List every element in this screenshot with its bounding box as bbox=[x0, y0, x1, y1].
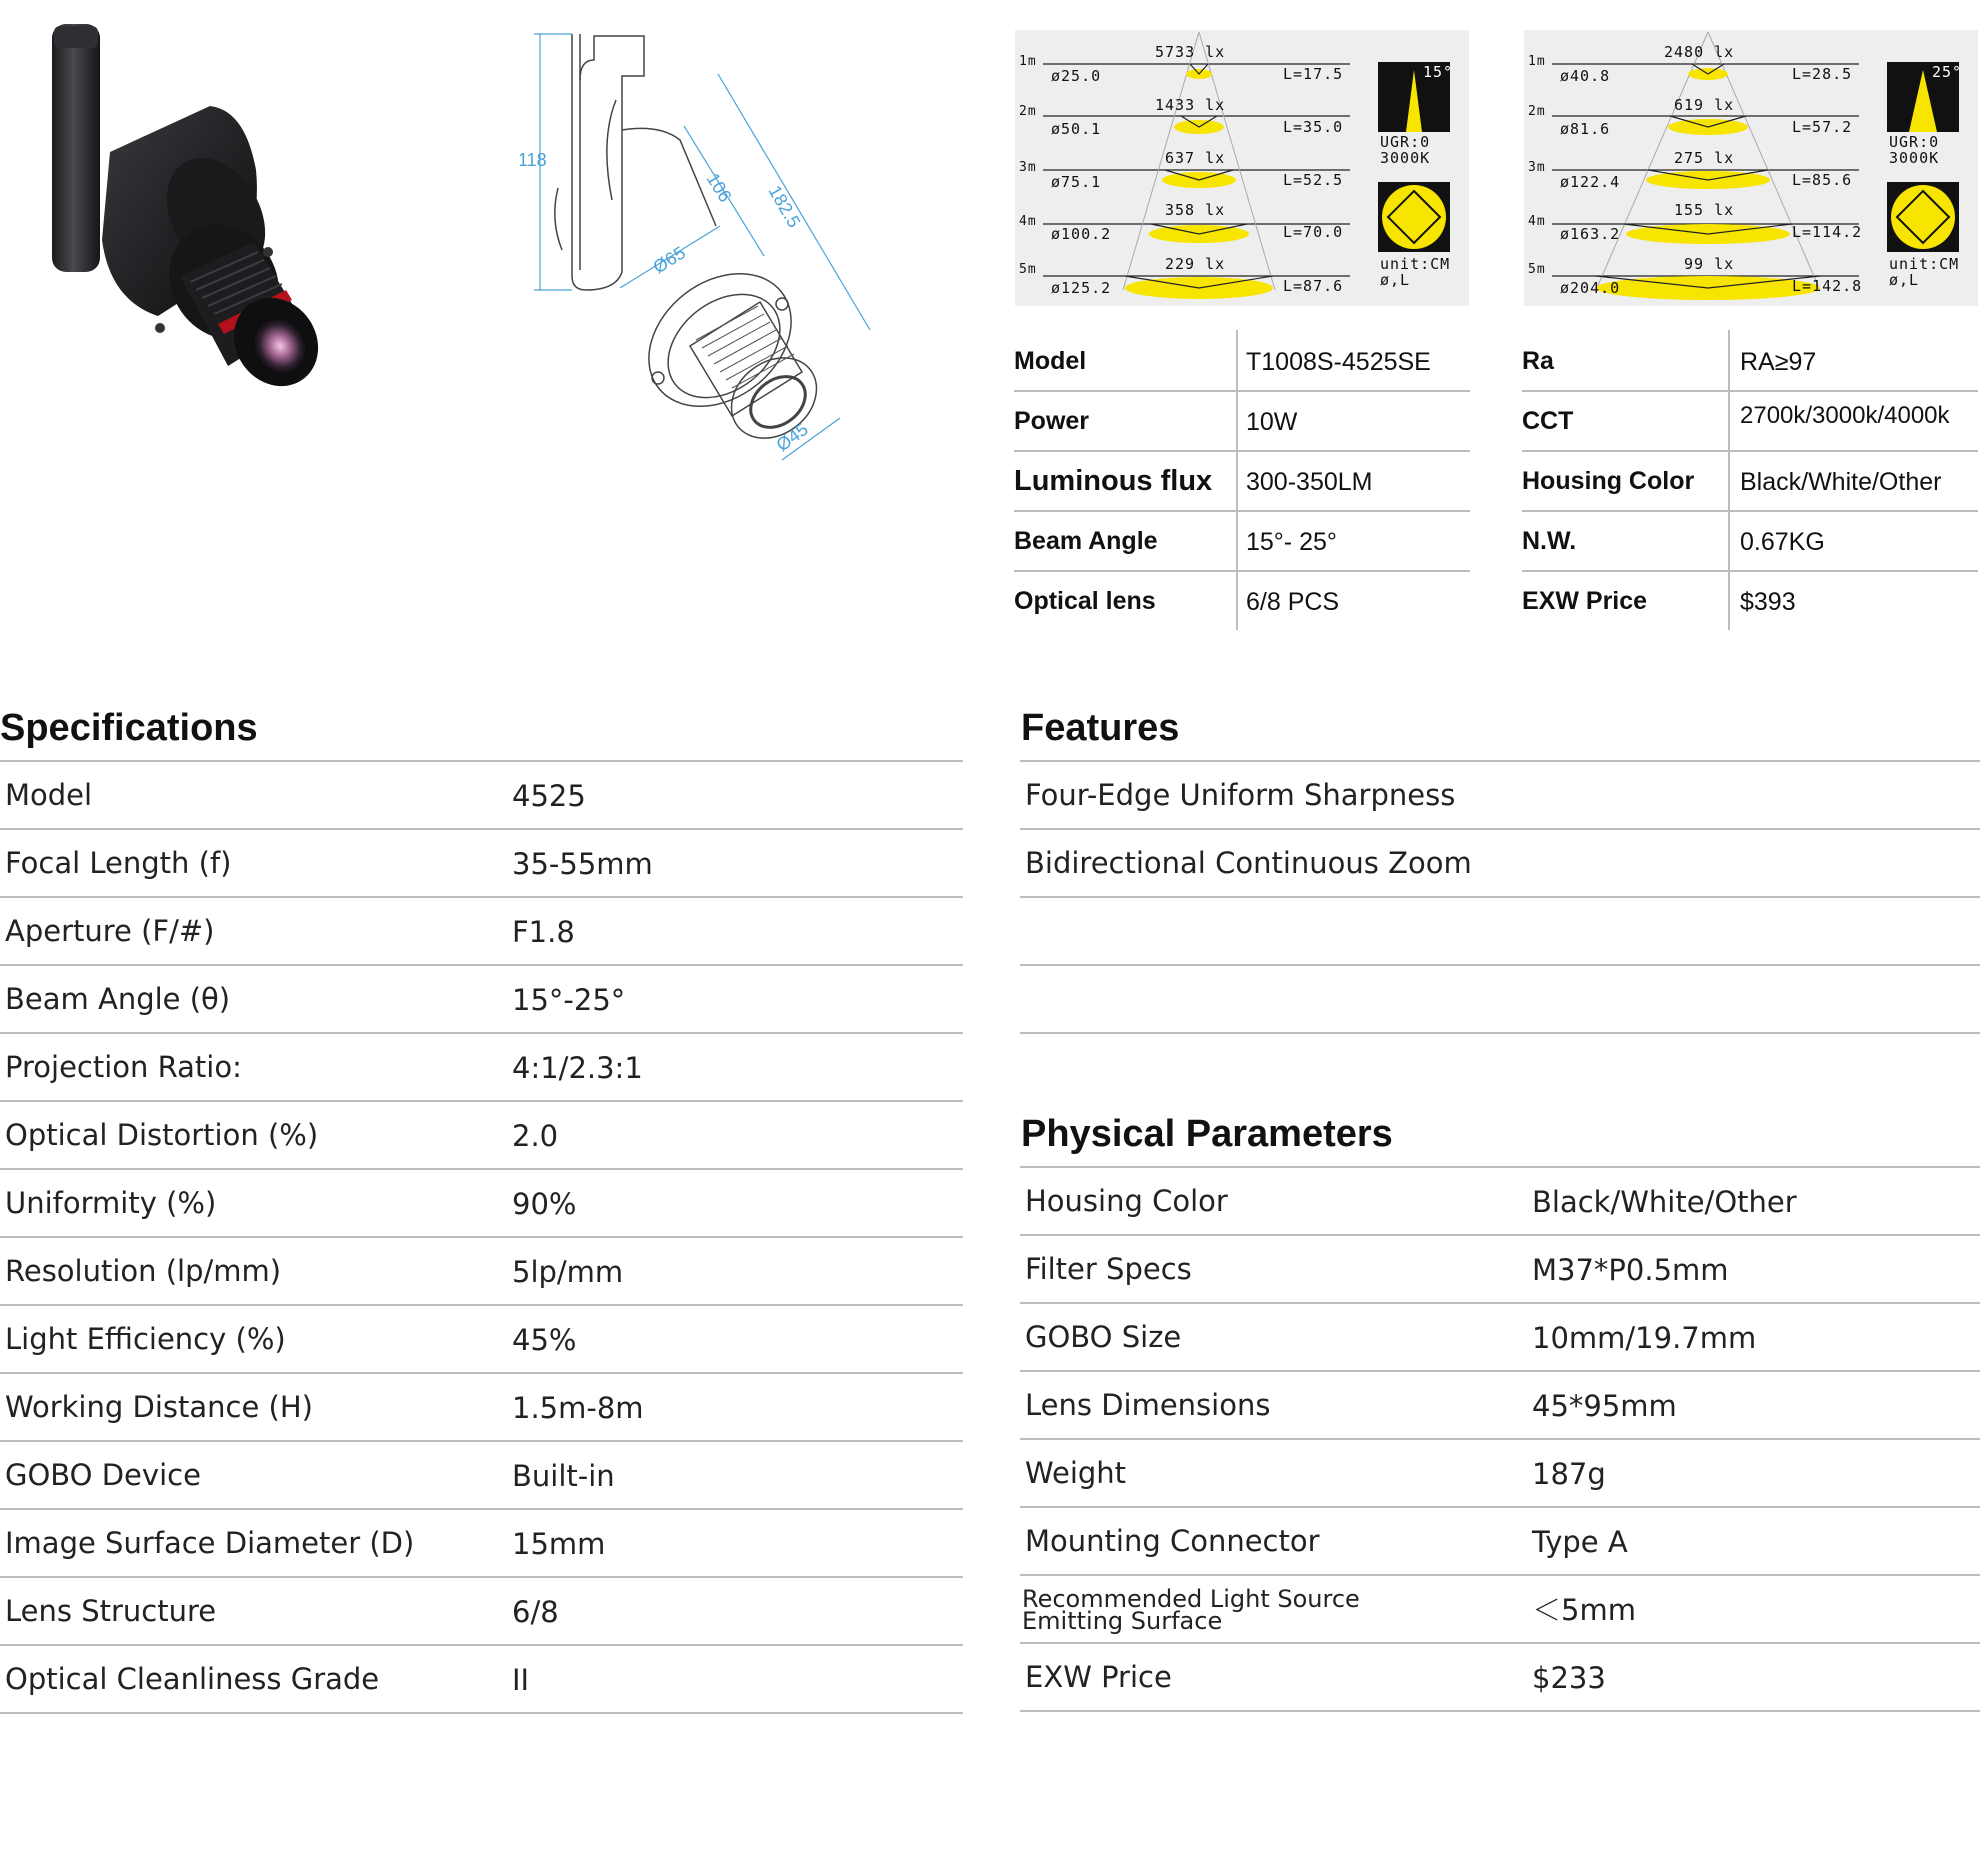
row-value: $393 bbox=[1740, 588, 1796, 616]
length-value: L=17.5 bbox=[1283, 65, 1344, 83]
lux-value: 275 lx bbox=[1674, 149, 1735, 167]
table-row bbox=[0, 1510, 963, 1578]
row-label-line: Recommended Light Source bbox=[1022, 1585, 1360, 1613]
row-label: Housing Color bbox=[1025, 1184, 1228, 1218]
row-value: 90% bbox=[512, 1187, 577, 1221]
row-label: Ra bbox=[1522, 347, 1554, 375]
dist-label: 3m bbox=[1019, 160, 1037, 175]
table-row bbox=[1522, 450, 1978, 512]
dist-label: 1m bbox=[1019, 54, 1037, 69]
dim-45: Ø45 bbox=[772, 419, 812, 456]
row-label: Weight bbox=[1025, 1456, 1127, 1490]
cct-label: 3000K bbox=[1380, 149, 1431, 167]
row-value: ＜5mm bbox=[1532, 1593, 1636, 1627]
beam-angle-label: 25° bbox=[1932, 63, 1963, 81]
diameter-value: ø25.0 bbox=[1051, 67, 1102, 85]
table-row bbox=[0, 966, 963, 1034]
row-label-line: Emitting Surface bbox=[1022, 1607, 1223, 1635]
row-value: Built-in bbox=[512, 1459, 615, 1493]
row-value: Type A bbox=[1532, 1525, 1628, 1559]
row-value: 6/8 bbox=[512, 1595, 559, 1629]
length-value: L=87.6 bbox=[1283, 277, 1344, 295]
row-label: Uniformity (%) bbox=[5, 1186, 217, 1220]
row-label: Model bbox=[1014, 347, 1087, 375]
list-item bbox=[1020, 762, 1980, 830]
table-row bbox=[1014, 390, 1470, 452]
table-row bbox=[1522, 390, 1978, 452]
row-label: Beam Angle (θ) bbox=[5, 982, 231, 1016]
table-row bbox=[1522, 570, 1978, 630]
dim-182: 182.5 bbox=[764, 182, 805, 232]
row-value: 35-55mm bbox=[512, 847, 653, 881]
lux-value: 619 lx bbox=[1674, 96, 1735, 114]
unit-symbols: ø,L bbox=[1380, 271, 1411, 289]
photometric-panel-25 bbox=[1524, 30, 1978, 306]
table-row bbox=[0, 1646, 963, 1714]
lux-value: 229 lx bbox=[1165, 255, 1226, 273]
length-value: L=70.0 bbox=[1283, 223, 1344, 241]
row-label: Resolution (lp/mm) bbox=[5, 1254, 282, 1288]
row-value: 45*95mm bbox=[1532, 1389, 1677, 1423]
length-value: L=142.8 bbox=[1792, 277, 1863, 295]
beam-angle-label: 15° bbox=[1423, 63, 1454, 81]
table-row bbox=[1014, 450, 1470, 512]
phi-symbol: ø bbox=[1435, 182, 1444, 197]
ugr-label: UGR:0 bbox=[1889, 133, 1940, 151]
product-photo bbox=[40, 20, 330, 430]
length-value: L=114.2 bbox=[1792, 223, 1863, 241]
lux-value: 155 lx bbox=[1674, 201, 1735, 219]
row-value: 300-350LM bbox=[1246, 468, 1373, 496]
length-value: L=28.5 bbox=[1792, 65, 1853, 83]
lux-value: 358 lx bbox=[1165, 201, 1226, 219]
row-value: $233 bbox=[1532, 1661, 1606, 1695]
table-row bbox=[0, 762, 963, 830]
unit-label: unit:CM bbox=[1380, 255, 1451, 273]
dist-label: 2m bbox=[1528, 104, 1546, 119]
photometric-panel-15 bbox=[1015, 30, 1469, 306]
table-row bbox=[0, 1170, 963, 1238]
length-value: L=52.5 bbox=[1283, 171, 1344, 189]
lux-value: 5733 lx bbox=[1155, 43, 1226, 61]
row-value: 2.0 bbox=[512, 1119, 559, 1153]
dim-65: Ø65 bbox=[649, 242, 689, 278]
diameter-value: ø75.1 bbox=[1051, 173, 1102, 191]
row-label: EXW Price bbox=[1025, 1660, 1172, 1694]
dist-label: 5m bbox=[1528, 262, 1546, 277]
phi-symbol: ø bbox=[1944, 182, 1953, 197]
diameter-value: ø81.6 bbox=[1560, 120, 1611, 138]
features-title: Features bbox=[1021, 707, 1180, 749]
feature-text: Four-Edge Uniform Sharpness bbox=[1025, 778, 1456, 812]
specifications-title: Specifications bbox=[0, 707, 258, 749]
table-row bbox=[1014, 330, 1470, 392]
length-value: L=35.0 bbox=[1283, 118, 1344, 136]
physical-title: Physical Parameters bbox=[1021, 1113, 1393, 1155]
list-item bbox=[1020, 830, 1980, 898]
lux-value: 99 lx bbox=[1684, 255, 1735, 273]
table-row bbox=[1020, 1644, 1980, 1712]
diameter-value: ø122.4 bbox=[1560, 173, 1621, 191]
row-label: Beam Angle bbox=[1014, 527, 1158, 555]
unit-symbols: ø,L bbox=[1889, 271, 1920, 289]
dim-118: 118 bbox=[520, 150, 547, 170]
row-label: N.W. bbox=[1522, 527, 1577, 555]
row-label: Luminous flux bbox=[1014, 465, 1213, 497]
dim-106: 106 bbox=[702, 169, 736, 206]
feature-text: Bidirectional Continuous Zoom bbox=[1025, 846, 1472, 880]
ugr-label: UGR:0 bbox=[1380, 133, 1431, 151]
table-row bbox=[0, 1238, 963, 1306]
list-item bbox=[1020, 966, 1980, 1034]
cct-label: 3000K bbox=[1889, 149, 1940, 167]
table-row bbox=[1020, 1168, 1980, 1236]
row-label: Focal Length (f) bbox=[5, 846, 232, 880]
row-value: 5lp/mm bbox=[512, 1255, 624, 1289]
dist-label: 4m bbox=[1528, 214, 1546, 229]
row-label: Optical lens bbox=[1014, 587, 1156, 615]
table-row bbox=[1014, 570, 1470, 630]
diameter-value: ø100.2 bbox=[1051, 225, 1112, 243]
row-value: 0.67KG bbox=[1740, 528, 1825, 556]
row-value: 4:1/2.3:1 bbox=[512, 1051, 643, 1085]
table-row bbox=[1020, 1236, 1980, 1304]
row-value: F1.8 bbox=[512, 915, 575, 949]
row-label: Power bbox=[1014, 407, 1090, 435]
length-value: L=85.6 bbox=[1792, 171, 1853, 189]
diameter-value: ø204.0 bbox=[1560, 279, 1621, 297]
row-label: GOBO Size bbox=[1025, 1320, 1182, 1354]
dist-label: 2m bbox=[1019, 104, 1037, 119]
row-value: M37*P0.5mm bbox=[1532, 1253, 1729, 1287]
table-row bbox=[0, 1442, 963, 1510]
diameter-value: ø163.2 bbox=[1560, 225, 1621, 243]
lux-value: 637 lx bbox=[1165, 149, 1226, 167]
length-value: L=57.2 bbox=[1792, 118, 1853, 136]
row-value: Black/White/Other bbox=[1532, 1185, 1797, 1219]
table-row bbox=[0, 1578, 963, 1646]
row-value: 10mm/19.7mm bbox=[1532, 1321, 1757, 1355]
row-label: Optical Cleanliness Grade bbox=[5, 1662, 380, 1696]
diameter-value: ø50.1 bbox=[1051, 120, 1102, 138]
table-row bbox=[1020, 1508, 1980, 1576]
table-row bbox=[1020, 1372, 1980, 1440]
row-value: RA≥97 bbox=[1740, 348, 1817, 376]
row-label: Mounting Connector bbox=[1025, 1524, 1320, 1558]
table-row bbox=[1020, 1440, 1980, 1508]
table-row bbox=[0, 830, 963, 898]
lux-value: 2480 lx bbox=[1664, 43, 1735, 61]
table-row bbox=[1522, 330, 1978, 392]
dimension-drawing bbox=[520, 20, 880, 480]
row-value: 4525 bbox=[512, 779, 586, 813]
dist-label: 5m bbox=[1019, 262, 1037, 277]
dist-label: 3m bbox=[1528, 160, 1546, 175]
table-row bbox=[0, 1306, 963, 1374]
table-row bbox=[1020, 1576, 1980, 1644]
row-label: Image Surface Diameter (D) bbox=[5, 1526, 415, 1560]
table-row bbox=[0, 1034, 963, 1102]
row-value: 187g bbox=[1532, 1457, 1606, 1491]
unit-label: unit:CM bbox=[1889, 255, 1960, 273]
row-label: Lens Structure bbox=[5, 1594, 217, 1628]
row-value: II bbox=[512, 1663, 530, 1697]
dist-label: 4m bbox=[1019, 214, 1037, 229]
row-label: Filter Specs bbox=[1025, 1252, 1192, 1286]
list-item bbox=[1020, 898, 1980, 966]
row-label: GOBO Device bbox=[5, 1458, 201, 1492]
row-label: Projection Ratio: bbox=[5, 1050, 242, 1084]
row-label: Aperture (F/#) bbox=[5, 914, 215, 948]
table-row bbox=[1014, 510, 1470, 572]
lux-value: 1433 lx bbox=[1155, 96, 1226, 114]
table-row bbox=[0, 1374, 963, 1442]
row-value: 2700k/3000k/4000k bbox=[1740, 402, 1950, 429]
table-row bbox=[0, 1102, 963, 1170]
diameter-value: ø40.8 bbox=[1560, 67, 1611, 85]
row-label: Lens Dimensions bbox=[1025, 1388, 1271, 1422]
row-value: Black/White/Other bbox=[1740, 468, 1942, 496]
row-label bbox=[1022, 1585, 1360, 1635]
row-label: Model bbox=[5, 778, 93, 812]
row-label: Working Distance (H) bbox=[5, 1390, 313, 1424]
table-row bbox=[1522, 510, 1978, 572]
row-value: 15°-25° bbox=[512, 983, 626, 1017]
row-value: 15°- 25° bbox=[1246, 528, 1337, 556]
row-value: T1008S-4525SE bbox=[1246, 348, 1431, 376]
row-value: 6/8 PCS bbox=[1246, 588, 1340, 616]
table-row bbox=[0, 898, 963, 966]
row-value: 15mm bbox=[512, 1527, 606, 1561]
dist-label: 1m bbox=[1528, 54, 1546, 69]
row-label: CCT bbox=[1522, 407, 1574, 435]
row-label: Light Efficiency (%) bbox=[5, 1322, 286, 1356]
row-label: EXW Price bbox=[1522, 587, 1648, 615]
table-row bbox=[1020, 1304, 1980, 1372]
row-value: 45% bbox=[512, 1323, 577, 1357]
diameter-value: ø125.2 bbox=[1051, 279, 1112, 297]
row-label: Optical Distortion (%) bbox=[5, 1118, 319, 1152]
row-value: 1.5m-8m bbox=[512, 1391, 644, 1425]
row-label: Housing Color bbox=[1522, 467, 1695, 495]
row-value: 10W bbox=[1246, 408, 1298, 436]
